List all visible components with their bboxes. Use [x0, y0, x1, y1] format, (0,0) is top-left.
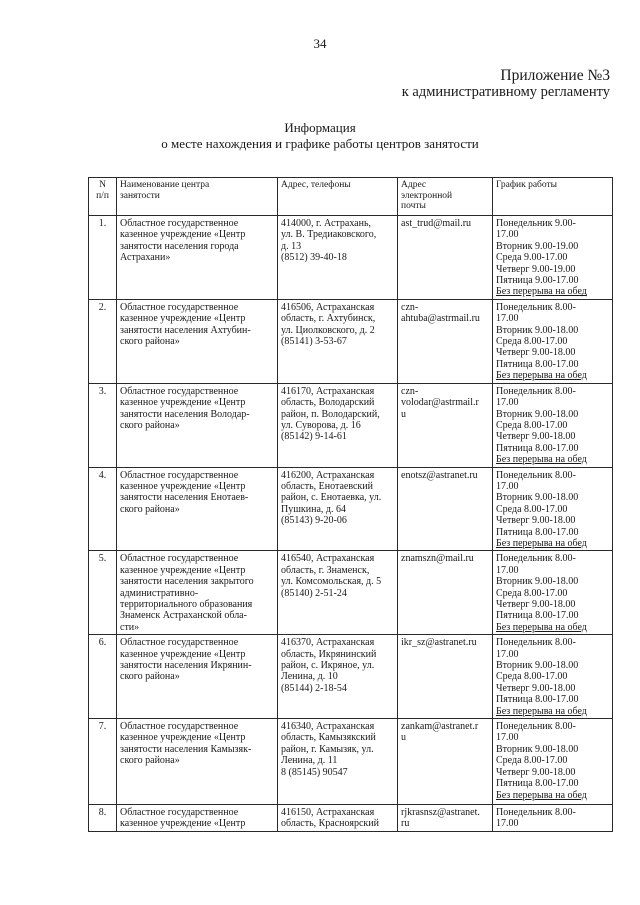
- cell-line: Адрес, телефоны: [281, 180, 351, 190]
- cell-line: ahtuba@astrmail.ru: [401, 313, 480, 325]
- cell-line: область, Камызякский: [281, 732, 376, 744]
- row-number: 2.: [89, 299, 117, 383]
- table-header-row: [89, 178, 613, 216]
- cell-line: volodar@astrmail.r: [401, 397, 479, 409]
- cell-line: область, Красноярский: [281, 818, 379, 830]
- cell-line: Понедельник 8.00-: [496, 637, 576, 649]
- cell-line: Областное государственное: [120, 469, 239, 481]
- cell-line: 17.00: [496, 480, 519, 492]
- appendix-title: Приложение №3: [500, 67, 610, 84]
- header-schedule: [493, 178, 613, 216]
- cell-line: Понедельник 8.00-: [496, 553, 576, 565]
- cell-line: Понедельник 8.00-: [496, 301, 576, 313]
- row-number: 8.: [89, 805, 117, 832]
- schedule-cell: [493, 216, 613, 300]
- cell-line: Областное государственное: [120, 553, 239, 565]
- cell-line: территориального образования: [120, 599, 253, 610]
- appendix-subtitle: к административному регламенту: [401, 84, 610, 100]
- cell-line: Вторник 9.00-18.00: [496, 324, 579, 336]
- cell-line: занятости населения Володар-: [120, 408, 250, 420]
- cell-line: (8512) 39-40-18: [281, 252, 347, 264]
- cell-line: 17.00: [496, 229, 519, 241]
- cell-line: ского района»: [120, 671, 180, 683]
- center-name-cell: [117, 551, 278, 635]
- cell-line: Среда 8.00-17.00: [496, 503, 568, 515]
- appendix-caption: [402, 67, 610, 101]
- schedule-cell: [493, 551, 613, 635]
- table-row: [89, 467, 613, 551]
- cell-line: Пятница 8.00-17.00: [496, 778, 579, 790]
- address-cell: [278, 467, 398, 551]
- address-cell: [278, 383, 398, 467]
- cell-line: казенное учреждение «Центр: [120, 564, 246, 576]
- cell-line: Понедельник 8.00-: [496, 385, 576, 397]
- cell-line: 17.00: [496, 732, 519, 744]
- center-name-cell: [117, 635, 278, 719]
- cell-line: 416370, Астраханская: [281, 637, 375, 649]
- cell-line: казенное учреждение «Центр: [120, 480, 246, 492]
- cell-line: znamszn@mail.ru: [401, 553, 474, 565]
- address-cell: [278, 299, 398, 383]
- schedule-cell: [493, 635, 613, 719]
- cell-line: Адрес: [401, 180, 427, 190]
- table-row: [89, 216, 613, 300]
- row-number: 6.: [89, 635, 117, 719]
- cell-line: ikr_sz@astranet.ru: [401, 637, 477, 649]
- cell-line: ского района»: [120, 503, 180, 515]
- cell-line: Среда 8.00-17.00: [496, 671, 568, 683]
- cell-line: (85143) 9-20-06: [281, 515, 347, 527]
- row-number: 7.: [89, 719, 117, 805]
- cell-line: Среда 8.00-17.00: [496, 336, 568, 348]
- cell-line: ул. Циолковского, д. 2: [281, 324, 375, 336]
- cell-line: Понедельник 8.00-: [496, 807, 576, 819]
- address-cell: [278, 635, 398, 719]
- cell-line: (85142) 9-14-61: [281, 431, 347, 443]
- cell-line: 17.00: [496, 818, 519, 830]
- cell-line: 414000, г. Астрахань,: [281, 218, 372, 229]
- cell-line: ского района»: [120, 419, 180, 431]
- cell-line: Вторник 9.00-18.00: [496, 576, 579, 588]
- cell-line: 17.00: [496, 648, 519, 660]
- cell-line: ул. Комсомольская, д. 5: [281, 576, 382, 588]
- cell-line: Понедельник 9.00-: [496, 218, 576, 229]
- cell-line: Вторник 9.00-18.00: [496, 743, 579, 755]
- cell-line: область, Икрянинский: [281, 648, 377, 660]
- cell-line: 416170, Астраханская: [281, 385, 375, 397]
- cell-line: Ленина, д. 11: [281, 755, 338, 767]
- cell-line: Пятница 8.00-17.00: [496, 526, 579, 538]
- email-cell: [398, 299, 493, 383]
- address-cell: [278, 805, 398, 832]
- cell-line: Без перерыва на обед: [496, 537, 587, 549]
- cell-line: 17.00: [496, 397, 519, 409]
- cell-line: Областное государственное: [120, 721, 239, 733]
- address-cell: [278, 551, 398, 635]
- address-cell: [278, 216, 398, 300]
- cell-line: Астрахани»: [120, 252, 171, 264]
- cell-line: 416540, Астраханская: [281, 553, 375, 565]
- header-address: [278, 178, 398, 216]
- cell-line: район, с. Икряное, ул.: [281, 660, 375, 672]
- cell-line: область, Енотаевский: [281, 480, 373, 492]
- heading-subtitle: о месте нахождения и графике работы центров занятости: [161, 136, 479, 151]
- center-name-cell: [117, 383, 278, 467]
- employment-centers-table: [88, 177, 613, 832]
- cell-line: ru: [401, 818, 410, 830]
- cell-line: Без перерыва на обед: [496, 621, 587, 633]
- cell-line: Вторник 9.00-19.00: [496, 240, 579, 252]
- cell-line: rjkrasnsz@astranet.: [401, 807, 480, 819]
- cell-line: График работы: [496, 180, 558, 190]
- cell-line: Областное государственное: [120, 807, 239, 819]
- row-number: 1.: [89, 216, 117, 300]
- cell-line: ул. В. Тредиаковского,: [281, 229, 377, 241]
- cell-line: д. 13: [281, 240, 302, 252]
- header-center-name: [117, 178, 278, 216]
- schedule-cell: [493, 719, 613, 805]
- cell-line: район, с. Енотаевка, ул.: [281, 492, 382, 504]
- center-name-cell: [117, 299, 278, 383]
- cell-line: занятости населения города: [120, 240, 239, 252]
- cell-line: zankam@astranet.r: [401, 721, 479, 733]
- cell-line: Наименование центра: [120, 180, 210, 190]
- cell-line: Областное государственное: [120, 218, 239, 229]
- cell-line: Четверг 9.00-18.00: [496, 431, 576, 443]
- cell-line: Понедельник 8.00-: [496, 721, 576, 733]
- cell-line: Без перерыва на обед: [496, 454, 587, 466]
- center-name-cell: [117, 467, 278, 551]
- cell-line: Без перерыва на обед: [496, 789, 587, 801]
- cell-line: Областное государственное: [120, 637, 239, 649]
- cell-line: Среда 8.00-17.00: [496, 419, 568, 431]
- cell-line: Вторник 9.00-18.00: [496, 660, 579, 672]
- cell-line: казенное учреждение «Центр: [120, 818, 246, 830]
- cell-line: Пятница 8.00-17.00: [496, 694, 579, 706]
- cell-line: занятости населения Енотаев-: [120, 492, 249, 504]
- table-row: [89, 383, 613, 467]
- email-cell: [398, 383, 493, 467]
- email-cell: [398, 719, 493, 805]
- cell-line: Пятница 9.00-17.00: [496, 275, 579, 287]
- cell-line: ского района»: [120, 755, 180, 767]
- cell-line: Областное государственное: [120, 385, 239, 397]
- cell-line: Пятница 8.00-17.00: [496, 358, 579, 370]
- cell-line: enotsz@astranet.ru: [401, 469, 478, 481]
- cell-line: Среда 8.00-17.00: [496, 587, 568, 599]
- header-number: [89, 178, 117, 216]
- row-number: 5.: [89, 551, 117, 635]
- cell-line: Вторник 9.00-18.00: [496, 492, 579, 504]
- cell-line: Вторник 9.00-18.00: [496, 408, 579, 420]
- table-row: [89, 551, 613, 635]
- cell-line: казенное учреждение «Центр: [120, 732, 246, 744]
- cell-line: казенное учреждение «Центр: [120, 229, 246, 241]
- cell-line: Пятница 8.00-17.00: [496, 442, 579, 454]
- schedule-cell: [493, 467, 613, 551]
- email-cell: [398, 635, 493, 719]
- cell-line: ул. Суворова, д. 16: [281, 419, 361, 431]
- cell-line: Среда 9.00-17.00: [496, 252, 568, 264]
- cell-line: ского района»: [120, 336, 180, 348]
- cell-line: занятости населения Ахтубин-: [120, 324, 251, 336]
- cell-line: Без перерыва на обед: [496, 370, 587, 382]
- cell-line: ast_trud@mail.ru: [401, 218, 472, 229]
- cell-line: район, п. Володарский,: [281, 408, 380, 420]
- cell-line: сти»: [120, 621, 140, 633]
- cell-line: u: [401, 732, 406, 744]
- cell-line: N: [99, 180, 106, 190]
- table-row: [89, 805, 613, 832]
- table-row: [89, 719, 613, 805]
- header-email: [398, 178, 493, 216]
- cell-line: Знаменск Астраханской обла-: [120, 610, 247, 622]
- cell-line: район, г. Камызяк, ул.: [281, 743, 374, 755]
- cell-line: Понедельник 8.00-: [496, 469, 576, 481]
- cell-line: область, г. Ахтубинск,: [281, 313, 376, 325]
- center-name-cell: [117, 719, 278, 805]
- cell-line: 17.00: [496, 564, 519, 576]
- email-cell: [398, 551, 493, 635]
- email-cell: [398, 467, 493, 551]
- cell-line: занятости населения Камызяк-: [120, 743, 252, 755]
- cell-line: Без перерыва на обед: [496, 286, 587, 298]
- cell-line: Областное государственное: [120, 301, 239, 313]
- email-cell: [398, 805, 493, 832]
- cell-line: Четверг 9.00-18.00: [496, 347, 576, 359]
- cell-line: (85140) 2-51-24: [281, 587, 347, 599]
- document-heading: [0, 120, 640, 152]
- cell-line: Ленина, д. 10: [281, 671, 338, 683]
- cell-line: 8 (85145) 90547: [281, 766, 348, 778]
- email-cell: [398, 216, 493, 300]
- address-cell: [278, 719, 398, 805]
- cell-line: (85144) 2-18-54: [281, 682, 347, 694]
- row-number: 4.: [89, 467, 117, 551]
- cell-line: занятости населения Икрянин-: [120, 660, 252, 672]
- cell-line: Четверг 9.00-19.00: [496, 263, 576, 275]
- cell-line: электронной: [401, 190, 453, 201]
- cell-line: czn-: [401, 301, 419, 313]
- cell-line: область, Володарский: [281, 397, 375, 409]
- cell-line: казенное учреждение «Центр: [120, 313, 246, 325]
- center-name-cell: [117, 805, 278, 832]
- page-number: 34: [313, 36, 327, 51]
- cell-line: 416150, Астраханская: [281, 807, 375, 819]
- schedule-cell: [493, 383, 613, 467]
- cell-line: занятости: [120, 190, 160, 201]
- schedule-cell: [493, 805, 613, 832]
- cell-line: czn-: [401, 385, 419, 397]
- table-row: [89, 635, 613, 719]
- cell-line: область, г. Знаменск,: [281, 564, 370, 576]
- cell-line: почты: [401, 201, 426, 211]
- cell-line: (85141) 3-53-67: [281, 336, 347, 348]
- cell-line: Пушкина, д. 64: [281, 503, 347, 515]
- cell-line: 416506, Астраханская: [281, 301, 375, 313]
- table-row: [89, 299, 613, 383]
- cell-line: казенное учреждение «Центр: [120, 397, 246, 409]
- cell-line: Четверг 9.00-18.00: [496, 766, 576, 778]
- cell-line: 17.00: [496, 313, 519, 325]
- heading-title: Информация: [284, 120, 356, 135]
- center-name-cell: [117, 216, 278, 300]
- cell-line: Четверг 9.00-18.00: [496, 515, 576, 527]
- cell-line: Без перерыва на обед: [496, 705, 587, 717]
- cell-line: Четверг 9.00-18.00: [496, 682, 576, 694]
- row-number: 3.: [89, 383, 117, 467]
- cell-line: п/п: [96, 190, 109, 201]
- cell-line: 416340, Астраханская: [281, 721, 375, 733]
- cell-line: 416200, Астраханская: [281, 469, 375, 481]
- cell-line: административно-: [120, 587, 199, 599]
- cell-line: занятости населения закрытого: [120, 576, 254, 588]
- cell-line: u: [401, 408, 406, 420]
- schedule-cell: [493, 299, 613, 383]
- cell-line: казенное учреждение «Центр: [120, 648, 246, 660]
- cell-line: Среда 8.00-17.00: [496, 755, 568, 767]
- cell-line: Пятница 8.00-17.00: [496, 610, 579, 622]
- cell-line: Четверг 9.00-18.00: [496, 599, 576, 610]
